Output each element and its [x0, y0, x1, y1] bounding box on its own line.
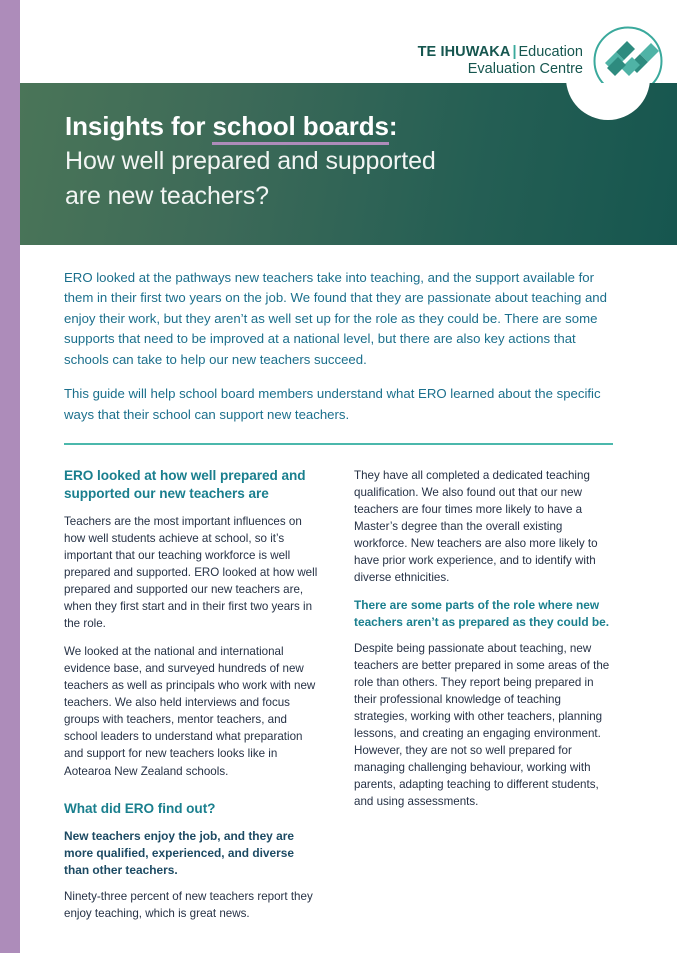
page-title: [65, 110, 637, 143]
hero-banner: [20, 83, 677, 245]
brand-wordmark: [418, 44, 591, 78]
page-title-emphasis: school boards: [212, 111, 388, 145]
masthead: [20, 0, 677, 83]
page-subtitle-line-2: are new teachers?: [65, 181, 269, 210]
page-title-prefix: Insights for: [65, 111, 213, 141]
left-accent-stripe: [0, 0, 20, 953]
left-subheading-enjoy-job: New teachers enjoy the job, and they are more qualified, experienced, and diverse than other teachers.: [64, 828, 294, 878]
lede-block: [64, 268, 613, 425]
lede-paragraph-1: ERO looked at the pathways new teachers take into teaching, and the support available for them in their first two years on the job. We found that they are passionate about teaching and enjoy their work, but they aren’t as well set up for the role as they could be. There are some supports that need to be improved at a national level, but there are also key actions that schools can take to help our new teachers succeed.: [64, 270, 607, 367]
page-title-suffix: :: [388, 111, 398, 141]
left-heading-findings: What did ERO find out?: [64, 800, 216, 816]
right-paragraph-1: They have all completed a dedicated teaching qualification. We also found out that our new teachers are four times more likely to have a Master’s degree than the overall existing workforce. New teachers are also more likely to have prior work experience, and to identify with diverse ethnicities.: [354, 468, 598, 584]
left-paragraph-3: Ninety-three percent of new teachers report they enjoy teaching, which is great news.: [64, 890, 313, 921]
document-body: [64, 268, 613, 922]
brand-separator: |: [512, 43, 517, 60]
left-heading-prepared-supported: ERO looked at how well prepared and supported our new teachers are: [64, 467, 306, 501]
left-paragraph-1: Teachers are the most important influences on how well students achieve at school, so it’s important that our teaching workforce is well prepared and supported. ERO looked at how well prepared and supported our new teachers are, when they first start and in their first two years in the role.: [64, 515, 318, 631]
right-paragraph-2: Despite being passionate about teaching, new teachers are better prepared in some areas of the role than others. They report being prepared in their professional knowledge of teaching strategies, working with other teachers, planning lessons, and creating an engaging environment. However, they are not so well prepared for managing challenging behaviour, working with parents, adapting teaching to different students, and using assessments.: [354, 642, 610, 809]
left-column: [64, 467, 322, 923]
brand-line-2: Evaluation Centre: [467, 61, 583, 77]
lede-paragraph-2: This guide will help school board members understand what ERO learned about the specific ways that their school can support new teachers.: [64, 386, 601, 422]
right-column: [354, 467, 612, 923]
page-subtitle-line-1: How well prepared and supported: [65, 147, 436, 176]
brand-name-maori: TE IHUWAKA: [417, 43, 511, 60]
brand-line-1: [418, 44, 583, 61]
hero-text-block: [65, 110, 637, 212]
section-divider: [64, 443, 613, 445]
brand-name-english-1: Education: [518, 43, 583, 60]
right-subheading-not-prepared: There are some parts of the role where new teachers aren’t as prepared as they could be.: [354, 597, 610, 630]
left-paragraph-2: We looked at the national and international evidence base, and surveyed hundreds of new teachers as well as principals who work with new teachers. We also held interviews and focus groups with teachers, mentor teachers, and school leaders to understand what preparation and support for new teachers looks like in Aotearoa New Zealand schools.: [64, 645, 316, 778]
two-column-layout: [64, 467, 613, 923]
